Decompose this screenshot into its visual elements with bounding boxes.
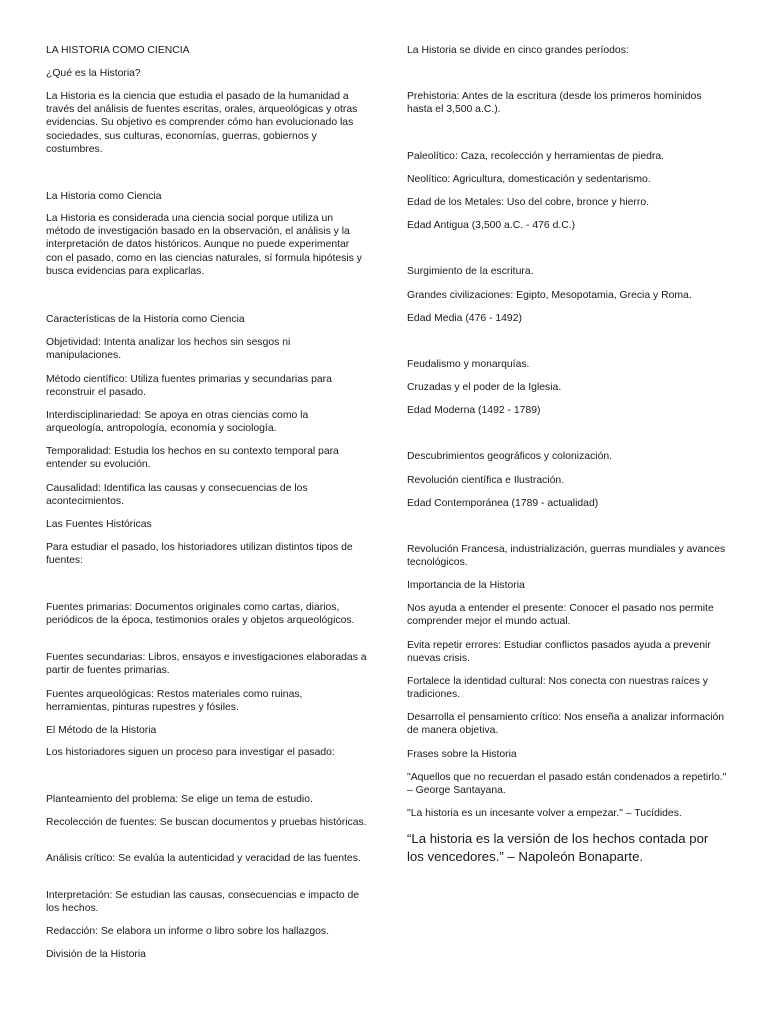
paragraph-periodos-intro: La Historia se divide en cinco grandes períodos: (407, 45, 629, 56)
item-interdisciplinariedad: Interdisciplinariedad: Se apoya en otras ciencias como la arqueología, antropología, economía y sociología. (46, 410, 309, 435)
item-identidad-cultural: Fortalece la identidad cultural: Nos conecta con nuestras raíces y tradiciones. (407, 676, 708, 701)
quote-santayana: "Aquellos que no recuerdan el pasado están condenados a repetirlo." – George Santayana. (407, 772, 727, 797)
item-analisis-critico: Análisis crítico: Se evalúa la autenticidad y veracidad de las fuentes. (46, 853, 361, 864)
item-fuentes-primarias: Fuentes primarias: Documentos originales como cartas, diarios, periódicos de la época, testimonios orales y objetos arqueológicos. (46, 602, 355, 627)
heading-historia-ciencia: La Historia como Ciencia (46, 191, 162, 202)
item-neolitico: Neolítico: Agricultura, domesticación y sedentarismo. (407, 174, 651, 185)
item-fuentes-arqueologicas: Fuentes arqueológicas: Restos materiales como ruinas, herramientas, pinturas rupestres y fósiles. (46, 689, 303, 714)
item-fuentes-secundarias: Fuentes secundarias: Libros, ensayos e investigaciones elaboradas a partir de fuentes primarias. (46, 652, 367, 677)
paragraph-ciencia-social: La Historia es considerada una ciencia social porque utiliza un método de investigación basado en la observación, el análisis y la interpretación de datos históricos. Aunque no puede experimentar con el pasado, como en las ciencias naturales, sí formula hipótesis y busca evidencias para explicarlas. (46, 213, 362, 277)
item-revolucion-cientifica: Revolución científica e Ilustración. (407, 475, 565, 486)
item-civilizaciones: Grandes civilizaciones: Egipto, Mesopotamia, Grecia y Roma. (407, 290, 692, 301)
paragraph-metodo-intro: Los historiadores siguen un proceso para investigar el pasado: (46, 747, 335, 758)
item-prehistoria: Prehistoria: Antes de la escritura (desde los primeros homínidos hasta el 3,500 a.C.). (407, 91, 702, 116)
heading-caracteristicas: Características de la Historia como Ciencia (46, 314, 245, 325)
item-edad-metales: Edad de los Metales: Uso del cobre, bronce y hierro. (407, 197, 649, 208)
heading-division: División de la Historia (46, 949, 146, 960)
item-redaccion: Redacción: Se elabora un informe o libro sobre los hallazgos. (46, 926, 330, 937)
item-causalidad: Causalidad: Identifica las causas y consecuencias de los acontecimientos. (46, 483, 308, 508)
document-title: LA HISTORIA COMO CIENCIA (46, 45, 190, 56)
quote-napoleon: “La historia es la versión de los hechos contada por los vencedores.” – Napoleón Bonaparte. (407, 831, 709, 864)
heading-frases: Frases sobre la Historia (407, 749, 517, 760)
item-objetividad: Objetividad: Intenta analizar los hechos sin sesgos ni manipulaciones. (46, 337, 291, 362)
item-descubrimientos: Descubrimientos geográficos y colonización. (407, 451, 613, 462)
item-escritura: Surgimiento de la escritura. (407, 266, 534, 277)
heading-edad-media: Edad Media (476 - 1492) (407, 313, 522, 324)
heading-que-es: ¿Qué es la Historia? (46, 68, 141, 79)
item-recoleccion: Recolección de fuentes: Se buscan documentos y pruebas históricas. (46, 817, 367, 828)
paragraph-fuentes-intro: Para estudiar el pasado, los historiadores utilizan distintos tipos de fuentes: (46, 542, 353, 567)
item-pensamiento-critico: Desarrolla el pensamiento crítico: Nos enseña a analizar información de manera objetiva. (407, 712, 725, 737)
heading-edad-moderna: Edad Moderna (1492 - 1789) (407, 405, 541, 416)
item-planteamiento: Planteamiento del problema: Se elige un tema de estudio. (46, 794, 313, 805)
heading-edad-contemporanea: Edad Contemporánea (1789 - actualidad) (407, 498, 599, 509)
item-cruzadas: Cruzadas y el poder de la Iglesia. (407, 382, 562, 393)
quote-tucidides: "La historia es un incesante volver a empezar." – Tucídides. (407, 808, 682, 819)
item-revolucion-francesa: Revolución Francesa, industrialización, guerras mundiales y avances tecnológicos. (407, 544, 726, 569)
heading-importancia: Importancia de la Historia (407, 580, 525, 591)
heading-edad-antigua: Edad Antigua (3,500 a.C. - 476 d.C.) (407, 220, 576, 231)
item-metodo-cientifico: Método científico: Utiliza fuentes primarias y secundarias para reconstruir el pasado. (46, 374, 332, 399)
item-interpretacion: Interpretación: Se estudian las causas, consecuencias e impacto de los hechos. (46, 890, 360, 915)
heading-metodo: El Método de la Historia (46, 725, 157, 736)
heading-fuentes: Las Fuentes Históricas (46, 519, 152, 530)
paragraph-definicion: La Historia es la ciencia que estudia el pasado de la humanidad a través del análisis de fuentes escritas, orales, arqueológicas y otras evidencias. Su objetivo es comprender cómo han evolucionado las sociedades, sus culturas, economías, guerras, gobiernos y costumbres. (46, 91, 358, 155)
item-entender-presente: Nos ayuda a entender el presente: Conocer el pasado nos permite comprender mejor el mundo actual. (407, 603, 714, 628)
item-temporalidad: Temporalidad: Estudia los hechos en su contexto temporal para entender su evolución. (46, 446, 339, 471)
item-feudalismo: Feudalismo y monarquías. (407, 359, 530, 370)
item-evita-errores: Evita repetir errores: Estudiar conflictos pasados ayuda a prevenir nuevas crisis. (407, 640, 711, 665)
item-paleolitico: Paleolítico: Caza, recolección y herramientas de piedra. (407, 151, 665, 162)
